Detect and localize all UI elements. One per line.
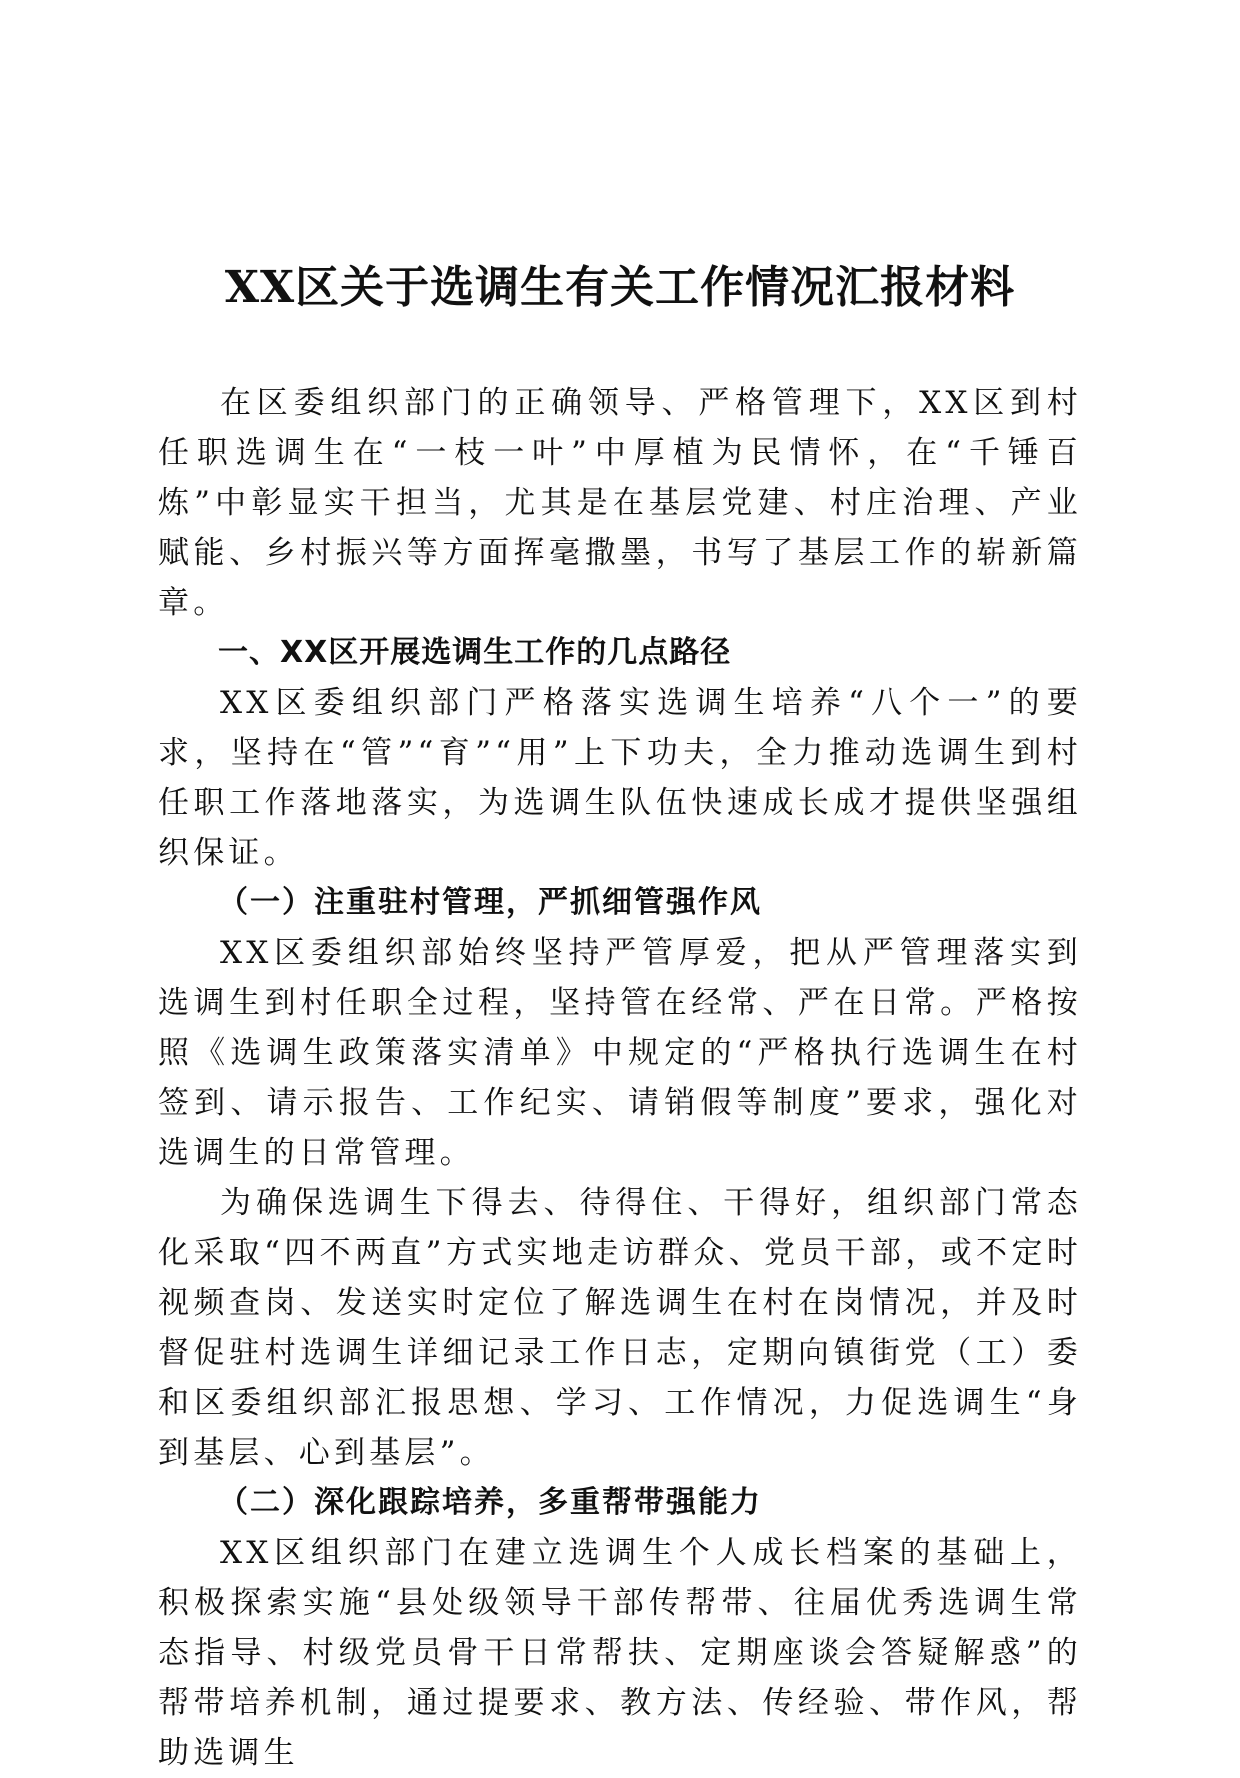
section-heading-1: 一、XX区开展选调生工作的几点路径: [218, 635, 732, 670]
subsection-1-paragraph-2: 为确保选调生下得去、待得住、干得好，组织部门常态化采取“四不两直”方式实地走访群众、党员干部，或不定时视频查岗、发送实时定位了解选调生在村在岗情况，并及时督促驻村选调生详细记录工作日志，定期向镇街党（工）委和区委组织部汇报思想、学习、工作情况，力促选调生“身到基层、心到基层”。: [158, 1185, 1082, 1471]
intro-paragraph: 在区委组织部门的正确领导、严格管理下，XX区到村任职选调生在“一枝一叶”中厚植为民情怀，在“千锤百炼”中彰显实干担当，尤其是在基层党建、村庄治理、产业赋能、乡村振兴等方面挥毫撒墨，书写了基层工作的崭新篇章。: [158, 385, 1082, 621]
subsection-2-paragraph: XX区组织部门在建立选调生个人成长档案的基础上，积极探索实施“县处级领导干部传帮带、往届优秀选调生常态指导、村级党员骨干日常帮扶、定期座谈会答疑解惑”的帮带培养机制，通过提要求、教方法、传经验、带作风，帮助选调生: [158, 1535, 1082, 1771]
subsection-heading-1: （一）注重驻村管理，严抓细管强作风: [218, 885, 762, 920]
subsection-heading-2: （二）深化跟踪培养，多重帮带强能力: [218, 1485, 762, 1520]
document-title: XX区关于选调生有关工作情况汇报材料: [224, 262, 1016, 313]
document-body: [158, 378, 1082, 1778]
section-1-paragraph: XX区委组织部门严格落实选调生培养“八个一”的要求，坚持在“管”“育”“用”上下功夫，全力推动选调生到村任职工作落地落实，为选调生队伍快速成长成才提供坚强组织保证。: [158, 685, 1082, 871]
subsection-1-paragraph-1: XX区委组织部始终坚持严管厚爱，把从严管理落实到选调生到村任职全过程，坚持管在经常、严在日常。严格按照《选调生政策落实清单》中规定的“严格执行选调生在村签到、请示报告、工作纪实、请销假等制度”要求，强化对选调生的日常管理。: [158, 935, 1082, 1171]
